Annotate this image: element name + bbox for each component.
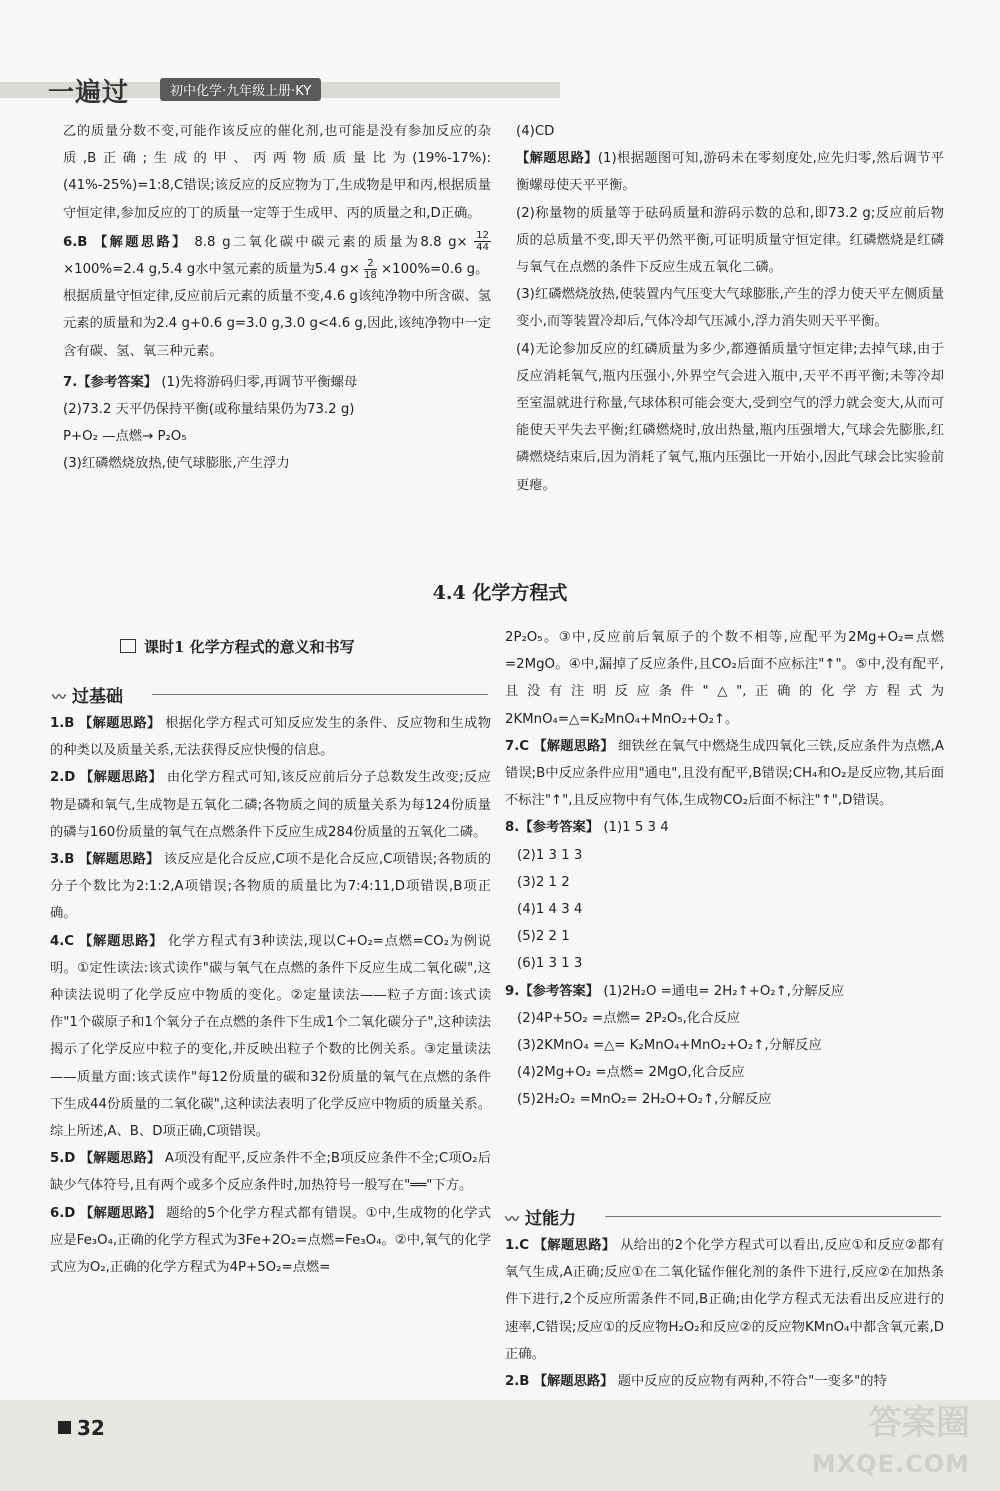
equation-line: (2)4P+5O₂ =点燃= 2P₂O₅,化合反应 [517,1010,741,1026]
equation-line: P+O₂ —点燃→ P₂O₅ [63,429,187,445]
list-item: 1.C 【解题思路】 从给出的2个化学方程式可以看出,反应①和反应②都有氧气生成,A正确;反应①在二氧化锰作催化剂的条件下进行,反应②在加热条件下进行,2个反应所需条件不同,B正确;由化学方程式无法看出反应进行的速率,C错误;反应①的反应物H₂O₂和反应②的反应物KMnO₄中都含氧元素,D正确。 [505,1238,945,1362]
wave-icon: 〰 [52,690,66,706]
list-item: 2.D 【解题思路】 由化学方程式可知,该反应前后分子总数发生改变;反应物是磷和氧气,生成物是五氧化二磷;各物质之间的质量关系为每124份质量的磷与160份质量的氧气在点燃条件下反应生成284份质量的五氧化二磷。 [50,770,492,840]
divider [152,694,488,695]
solution-tag: 【解题思路】 [94,234,188,250]
sub-heading-text: 过基础 [72,687,123,707]
sub-heading-text: 过能力 [525,1209,576,1229]
book-icon [120,639,136,653]
left-bottom-column [50,710,491,1281]
book-tag: 初中化学·九年级上册·KY [160,78,321,101]
list-item: 6.D 【解题思路】 题给的5个化学方程式都有错误。①中,生成物的化学式应是Fe₃O₄,正确的化学方程式为3Fe+2O₂=点燃=Fe₃O₄。②中,氧气的化学式应为O₂,正确的化学方程式为4P+5O₂=点燃= [50,1205,492,1276]
answer-line: (2)73.2 天平仍保持平衡(或称量结果仍为73.2 g) [63,402,355,418]
text-paragraph: 根据质量守恒定律,反应前后元素的质量不变,4.6 g该纯净物中所含碳、氢元素的质量和为2.4 g+0.6 g=3.0 g,3.0 g<4.6 g,因此,该纯净物中一定含有碳、氢、氧三种元素。 [63,289,491,359]
lesson-title [120,636,355,657]
q6-line [63,229,491,283]
right-bottom-column [505,624,944,1114]
watermark-logo: 答案圈 [868,1403,970,1443]
list-item: 2.B 【解题思路】 题中反应的反应物有两种,不符合"一变多"的特 [505,1374,887,1390]
list-item: 9.【参考答案】 (1)2H₂O =通电= 2H₂↑+O₂↑,分解反应 [505,983,845,999]
answer-line: (2)1 3 1 3 [517,847,583,863]
text-span: (1)先将游码归零,再调节平衡螺母 [161,374,358,390]
text-span: ×100%=2.4 g,5.4 g水中氢元素的质量为5.4 g× [63,262,360,278]
right-ability-column [505,1232,944,1395]
list-item: 7.C 【解题思路】 细铁丝在氧气中燃烧生成四氧化三铁,反应条件为点燃,A错误;B中反应条件应用"通电",且没有配平,B错误;CH₄和O₂是反应物,其后面不标注"↑",且反应物中有气体,生成物CO₂后面不标注"↑",D错误。 [505,738,945,809]
answer-tag: 【参考答案】 [77,374,158,390]
left-top-column [63,118,491,478]
fraction: $\frac{2}{18}$ [364,257,377,281]
answer-line: (5)2 2 1 [517,929,570,945]
divider [605,1216,941,1217]
wave-icon: 〰 [505,1212,519,1228]
text-paragraph: 乙的质量分数不变,可能作该反应的催化剂,也可能是没有参加反应的杂质,B正确;生成的甲、丙两物质质量比为(19%-17%):(41%-25%)=1:8,C错误;该反应的反应物为丁,生成物是甲和丙,根据质量守恒定律,参加反应的丁的质量一定等于生成甲、丙的质量之和,D正确。 [63,124,491,221]
text-paragraph: 2P₂O₅。③中,反应前后氧原子的个数不相等,应配平为2Mg+O₂=点燃=2MgO。④中,漏掉了反应条件,且CO₂后面不应标注"↑"。⑤中,没有配平,且没有注明反应条件"△",正确的化学方程式为2KMnO₄=△=K₂MnO₄+MnO₂+O₂↑。 [505,630,944,727]
equation-line: (4)2Mg+O₂ =点燃= 2MgO,化合反应 [517,1065,745,1081]
section-title: 4.4 化学方程式 [432,582,568,604]
question-number: 6.B [63,234,88,250]
solution-tag: 【解题思路】 [516,151,598,167]
text-span: 8.8 g二氧化碳中碳元素的质量为8.8 g× [194,234,468,250]
square-icon [58,1421,71,1434]
list-item: 4.C 【解题思路】 化学方程式有3种读法,现以C+O₂=点燃=CO₂为例说明。①定性读法:该式读作"碳与氧气在点燃的条件下反应生成二氧化碳",这种读法说明了化学反应中物质的变化。②定量读法——粒子方面:该式读作"1个碳原子和1个氧分子在点燃的条件下生成1个二氧化碳分子",这种读法揭示了化学反应中粒子的变化,并反映出粒子个数的比例关系。③定量读法——质量方面:该式读作"每12份质量的碳和32份质量的氧气在点燃的条件下生成44份质量的二氧化碳",这种读法表明了化学反应中物质的质量关系。综上所述,A、B、D项正确,C项错误。 [50,933,492,1140]
watermark-url: MXQE.COM [811,1450,970,1478]
lesson-title-text: 课时1 化学方程式的意义和书写 [144,638,355,656]
brand-logo: 一遍过 [48,78,130,108]
text-paragraph: (3)红磷燃烧放热,使装置内气压变大气球膨胀,产生的浮力使天平左侧质量变小,而等装置冷却后,气体冷却气压减小,浮力消失则天平平衡。 [516,287,944,330]
answer-line: (3)2 1 2 [517,874,570,890]
text-paragraph [516,145,944,199]
list-item: 1.B 【解题思路】 根据化学方程式可知反应发生的条件、反应物和生成物的种类以及质量关系,无法获得反应快慢的信息。 [50,716,492,759]
fraction: $\frac{12}{44}$ [476,230,489,254]
sub-heading-basic [52,682,488,707]
equation-line: (5)2H₂O₂ =MnO₂= 2H₂O+O₂↑,分解反应 [517,1092,772,1108]
list-item: 5.D 【解题思路】 A项没有配平,反应条件不全;B项反应条件不全;C项O₂后缺少气体符号,且有两个或多个反应条件时,加热符号一般写在"══"下方。 [50,1151,491,1194]
answer-line: (6)1 3 1 3 [517,956,583,972]
q7-line [63,369,491,396]
sub-heading-ability [505,1204,941,1229]
text-paragraph: (2)称量物的质量等于砝码质量和游码示数的总和,即73.2 g;反应前后物质的总质量不变,即天平仍然平衡,可证明质量守恒定律。红磷燃烧是红磷与氧气在点燃的条件下反应生成五氧化二磷。 [516,205,944,276]
question-number: 7. [63,374,78,390]
text-span: ×100%=0.6 g。 [380,262,489,278]
answer-line: (3)红磷燃烧放热,使气球膨胀,产生浮力 [63,456,290,472]
page-header [0,70,1000,110]
page-number: 32 [58,1416,105,1440]
answer-line: (4)1 4 3 4 [517,902,583,918]
equation-line: (3)2KMnO₄ =△= K₂MnO₄+MnO₂+O₂↑,分解反应 [517,1038,822,1054]
list-item: 8.【参考答案】 (1)1 5 3 4 [505,820,669,836]
right-top-column [516,118,944,499]
answer-line: (4)CD [516,124,555,139]
list-item: 3.B 【解题思路】 该反应是化合反应,C项不是化合反应,C项错误;各物质的分子个数比为2:1:2,A项错误;各物质的质量比为7:4:11,D项错误,B项正确。 [50,852,492,922]
text-span: (1)根据题图可知,游码未在零刻度处,应先归零,然后调节平衡螺母使天平平衡。 [516,151,945,194]
text-paragraph: (4)无论参加反应的红磷质量为多少,都遵循质量守恒定律;去掉气球,由于反应消耗氧气,瓶内压强小,外界空气会进入瓶中,天平不再平衡;未等冷却至室温就进行称量,气球体积可能会变大,受到空气的浮力就会变大,从而可能使天平失去平衡;红磷燃烧时,放出热量,瓶内压强增大,气球会先膨胀,红磷燃烧结束后,因为消耗了氧气,瓶内压强比一开始小,因此气球会比实验前更瘪。 [516,341,944,493]
